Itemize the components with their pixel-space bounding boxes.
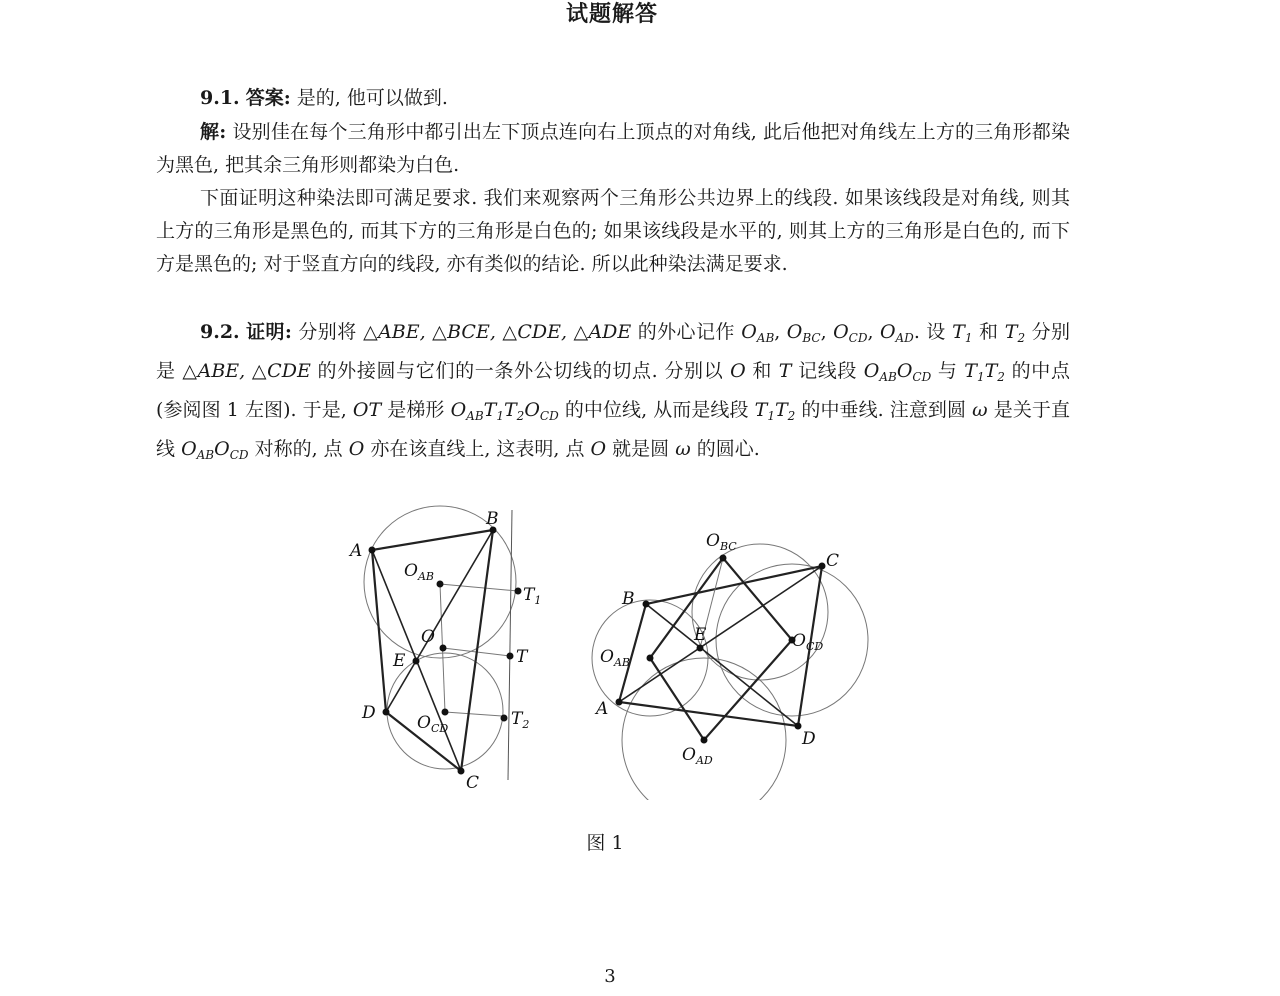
text: 是梯形 xyxy=(387,399,445,421)
math-omega: ω xyxy=(675,438,691,460)
text: 的中垂线. 注意到圆 xyxy=(801,399,967,421)
label-oab: $O_{AB}$ xyxy=(404,561,434,583)
text: 的外心记作 xyxy=(637,321,735,343)
label-e: E xyxy=(393,651,406,671)
radius-t2 xyxy=(445,712,502,716)
point-ocd xyxy=(442,709,449,716)
math-t1t2: $T_1T_2$ xyxy=(754,399,796,423)
figure-caption: 图 1 xyxy=(586,832,624,854)
label-ocd: $O_{CD}$ xyxy=(417,713,449,735)
point-t1 xyxy=(515,588,522,595)
math-triangles: △ABE, △CDE xyxy=(182,360,311,382)
label-ocd: $O_{CD}$ xyxy=(792,631,824,653)
label-c: C xyxy=(466,773,480,793)
math-obc: $O_{BC}$ xyxy=(786,321,821,345)
geometry-figure xyxy=(330,500,890,800)
page-number: 3 xyxy=(604,966,616,987)
label-t2: $T_2$ xyxy=(511,709,530,731)
math-oab-ocd: $O_{AB}O_{CD}$ xyxy=(181,438,249,462)
text: 设 xyxy=(926,321,946,343)
text: 的中位线, 从而是线段 xyxy=(564,399,749,421)
problem-9-1-answer xyxy=(156,82,1070,115)
point-c xyxy=(819,563,826,570)
point-c xyxy=(458,768,465,775)
math-oab-ocd: $O_{AB}O_{CD}$ xyxy=(863,360,932,384)
point-oad xyxy=(701,737,708,744)
point-a xyxy=(369,547,376,554)
point-oab xyxy=(437,581,444,588)
point-t xyxy=(507,653,514,660)
math-t2: $T_2$ xyxy=(1004,321,1026,345)
solution-text: 设别佳在每个三角形中都引出左下顶点连向右上顶点的对角线, 此后他把对角线左上方的三角形都染为黑色, 把其余三角形则都染为白色. xyxy=(156,121,1071,176)
point-b xyxy=(643,601,650,608)
point-o xyxy=(440,645,447,652)
label-a: A xyxy=(350,541,363,561)
point-oab xyxy=(647,655,654,662)
label-d: D xyxy=(802,729,816,749)
label-a: A xyxy=(596,699,609,719)
answer-label: 答案: xyxy=(245,87,291,109)
text: 与 xyxy=(937,360,958,382)
figure-1 xyxy=(330,500,890,800)
solution-label: 解: xyxy=(200,121,227,143)
text: 对称的, 点 xyxy=(254,438,343,460)
label-b: B xyxy=(486,509,499,529)
math-triangles: △ABE, △BCE, △CDE, △ADE xyxy=(363,321,632,343)
label-b: B xyxy=(622,589,635,609)
math-o: O xyxy=(730,360,746,382)
text: 记线段 xyxy=(798,360,858,382)
right-diagram xyxy=(592,531,868,800)
text: 和 xyxy=(978,321,999,343)
label-t1: $T_1$ xyxy=(523,585,542,607)
text: 的外接圆与它们的一条外公切线的切点. 分别以 xyxy=(317,360,724,382)
point-e xyxy=(697,645,704,652)
problem-number: 9.1. xyxy=(200,87,240,109)
label-t: T xyxy=(516,647,528,667)
label-e: E xyxy=(694,625,707,645)
text: 的圆心. xyxy=(696,438,760,460)
answer-text: 是的, 他可以做到. xyxy=(296,87,448,109)
problem-9-1-solution xyxy=(156,116,1070,182)
point-e xyxy=(413,658,420,665)
point-t2 xyxy=(501,715,508,722)
left-diagram xyxy=(348,506,541,793)
point-a xyxy=(616,699,623,706)
math-o: O xyxy=(348,438,365,460)
math-t: T xyxy=(778,360,792,382)
tangent-line xyxy=(508,510,512,780)
problem-9-2-proof: 9.2. 证明: 分别将 △ABE, △BCE, △CDE, △ADE 的外心记作 $O_{AB}$, $O_{BC}$, $O_{CD}$, $O_{AD}$. 设 $T_1$ 和 $T_2$ 分别是 △ABE, △CDE 的外接圆与它们的一条外公切线的切点. 分别以 O 和 T 记线段 $O_{AB}O_{CD}$ 与 $T_1T_2$ 的中点 (参阅图 1 左图). 于是, OT 是梯形 $O_{AB}T_1T_2O_{CD}$ 的中位线, 从而是线段 $T_1T_2$ 的中垂线. 注意到圆 ω 是关于直线 $O_{AB}O_{CD}$ 对称的, 点 O 亦在该直线上, 这表明, 点 O 就是圆 ω 的圆心. xyxy=(156,321,1070,462)
math-ot: OT xyxy=(352,399,382,421)
math-trapezoid: $O_{AB}T_1T_2O_{CD}$ xyxy=(450,399,559,423)
text: 亦在该直线上, 这表明, 点 xyxy=(370,438,585,460)
text: 的中点 (参阅图 1 左图). 于是, xyxy=(156,360,1070,421)
problem-number: 9.2. xyxy=(200,321,240,343)
diagonal-bd xyxy=(386,530,493,712)
math-ocd: $O_{CD}$ xyxy=(833,321,868,345)
text: 分别将 xyxy=(298,321,357,343)
proof-label: 证明: xyxy=(246,321,292,343)
label-oab: $O_{AB}$ xyxy=(600,647,630,669)
math-omega: ω xyxy=(972,399,988,421)
math-t1t2: $T_1T_2$ xyxy=(964,360,1005,384)
math-t1: $T_1$ xyxy=(952,321,973,345)
label-d: D xyxy=(362,703,376,723)
point-d xyxy=(795,723,802,730)
label-c: C xyxy=(826,551,840,571)
math-oab: $O_{AB}$ xyxy=(741,321,775,345)
math-oad: $O_{AD}$ xyxy=(879,321,914,345)
problem-9-1-proof: 下面证明这种染法即可满足要求. 我们来观察两个三角形公共边界上的线段. 如果该线段是对角线, 则其上方的三角形是黑色的, 而其下方的三角形是白色的; 如果该线段是水平的, 则其上方的三角形是白色的, 而下方是黑色的; 对于竖直方向的线段, 亦有类似的结论. 所以此种染法满足要求. xyxy=(156,187,1070,275)
point-obc xyxy=(720,555,727,562)
page-title: 试题解答 xyxy=(565,2,658,27)
point-d xyxy=(383,709,390,716)
text: 分别是 xyxy=(156,321,1070,382)
label-o: O xyxy=(421,627,435,647)
text: 是关于直线 xyxy=(156,399,1070,460)
text: 和 xyxy=(752,360,772,382)
text: 就是圆 xyxy=(612,438,670,460)
math-o: O xyxy=(590,438,607,460)
radius-t1 xyxy=(440,584,518,591)
label-oad: $O_{AD}$ xyxy=(682,745,713,767)
label-obc: $O_{BC}$ xyxy=(706,531,737,553)
